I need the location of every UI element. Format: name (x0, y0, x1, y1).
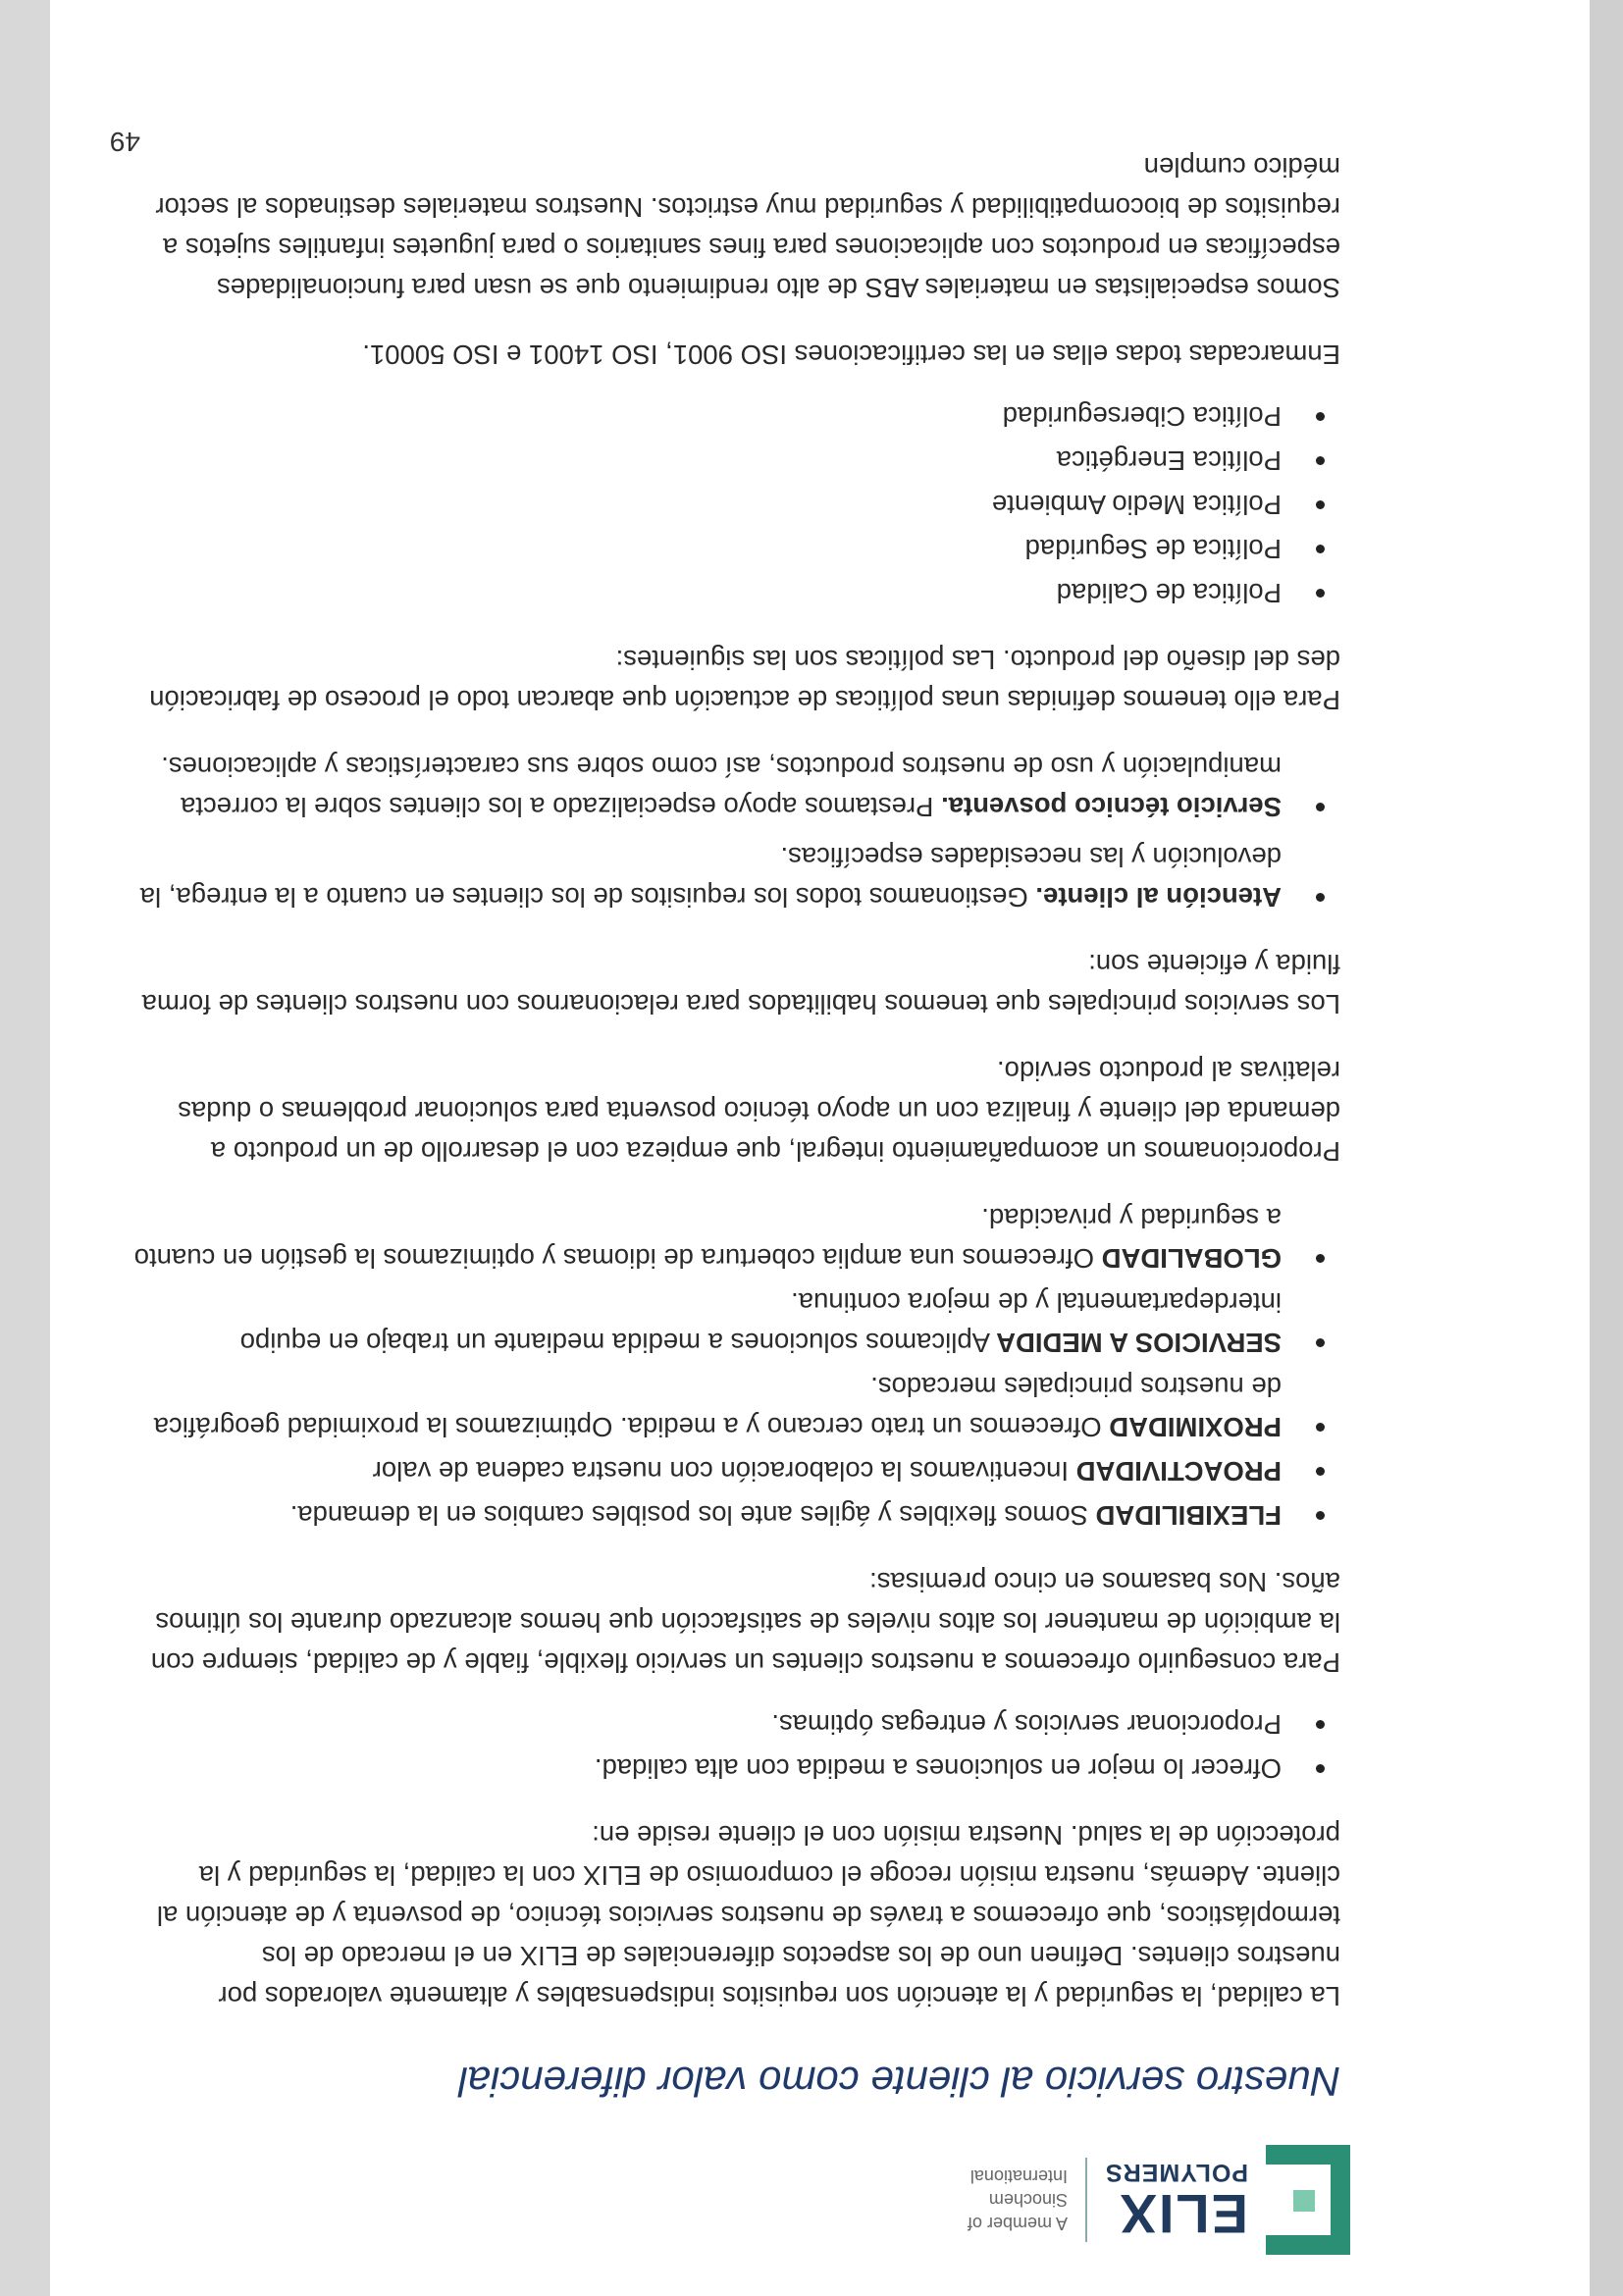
document-page (50, 0, 1623, 2296)
list-item: Política de Calidad (129, 573, 1282, 613)
policies-intro: Para ello tenemos definidas unas políticas de actuación que abarcan todo el proceso de fabricación des del diseño del producto. Las políticas son las siguientes: (149, 645, 1340, 715)
premise-term: PROXIMIDAD (1109, 1412, 1282, 1442)
premise-term: SERVICIOS A MEDIDA (996, 1328, 1282, 1358)
elix-logo-icon (1266, 2145, 1350, 2255)
premises-intro: Para conseguirlo ofrecemos a nuestros clientes un servicio flexible, fiable y de calidad, siempre con la ambición de mantener los altos niveles de satisfacción que hemos alcanzado durante los últimos años. Nos basamos en cinco premisas: (150, 1567, 1340, 1678)
logo-sub: POLYMERS (1104, 2159, 1248, 2187)
accompaniment-paragraph: Proporcionamos un acompañamiento integral, que empieza con el desarrollo de un producto a demanda del cliente y finaliza con un apoyo técnico posventa para solucionar problemas o dudas relativas al producto servido. (178, 1056, 1340, 1167)
policies-list (129, 396, 1340, 613)
premise-term: PROACTIVIDAD (1075, 1456, 1282, 1487)
list-item: Ofrecer lo mejor en soluciones a medida con alta calidad. (129, 1748, 1282, 1789)
intro-paragraph: La calidad, la seguridad y la atención son requisitos indispensables y altamente valorados por nuestros clientes. Definen uno de los aspectos diferenciales de ELIX en el mercado de los termoplásticos, que ofrecemos a través de nuestros servicios técnico, de posventa y de atención al cliente. Además, nuestra misión recoge el compromiso de ELIX con la calidad, la seguridad y la protección de la salud. Nuestra misión con el cliente reside en: (156, 1820, 1340, 2011)
certifications-paragraph: Enmarcadas todas ellas en las certificaciones ISO 9001, ISO 14001 e ISO 50001. (362, 339, 1340, 370)
page-number: 49 (109, 127, 140, 157)
services-list (129, 747, 1340, 917)
page-content (129, 121, 1340, 2016)
list-item (129, 1451, 1282, 1491)
logo-member-line: International (969, 2166, 1068, 2186)
logo-member-line: Sinochem (988, 2190, 1068, 2211)
premises-list (129, 1198, 1340, 1536)
list-item (129, 1198, 1282, 1278)
logo-member-line: A member of (967, 2214, 1068, 2234)
mission-list (129, 1704, 1340, 1789)
list-item (129, 1282, 1282, 1363)
list-item: Proporcionar servicios y entregas óptimas. (129, 1704, 1282, 1745)
list-item (129, 747, 1282, 827)
logo-name: ELIX (1118, 2183, 1248, 2246)
premise-text: Aplicamos soluciones a medida mediante un trabajo en equipo interdepartamental y de mejora continua. (239, 1287, 1282, 1358)
list-item: Política Ciberseguridad (129, 396, 1282, 437)
company-logo (968, 2145, 1350, 2255)
services-intro: Los servicios principales que tenemos habilitados para relacionarnos con nuestros clientes de forma fluida y eficiente son: (141, 949, 1340, 1019)
premise-text: Somos flexibles y ágiles ante los posibles cambios en la demanda. (289, 1500, 1096, 1531)
logo-divider (1085, 2158, 1087, 2242)
list-item: Política Energética (129, 441, 1282, 481)
list-item (129, 837, 1282, 917)
premise-text: Ofrecemos una amplia cobertura de idiomas y optimizamos la gestión en cuanto a seguridad y privacidad. (133, 1203, 1282, 1274)
scan-edge (1590, 0, 1623, 2296)
service-term: Servicio técnico posventa. (941, 792, 1282, 822)
logo-member-text (968, 2165, 1068, 2236)
service-text: Gestionamos todos los requisitos de los clientes en cuanto a la entrega, la devolución y las necesidades específicas. (139, 842, 1282, 913)
premise-text: Incentivamos la colaboración con nuestra cadena de valor (372, 1456, 1076, 1487)
service-text: Prestamos apoyo especializado a los clientes sobre la correcta manipulación y uso de nuestros productos, así como sobre sus características y aplicaciones. (161, 752, 1282, 822)
service-term: Atención al cliente. (1035, 882, 1282, 913)
premise-text: Ofrecemos un trato cercano y a medida. Optimizamos la proximidad geográfica de nuestros principales mercados. (153, 1372, 1282, 1442)
list-item: Política Medio Ambiente (129, 485, 1282, 525)
premise-term: GLOBALIDAD (1101, 1243, 1282, 1274)
list-item (129, 1367, 1282, 1447)
page-title: Nuestro servicio al cliente como valor diferencial (458, 2059, 1340, 2105)
premise-term: FLEXIBILIDAD (1095, 1500, 1282, 1531)
closing-paragraph: Somos especialistas en materiales ABS de alto rendimiento que se usan para funcionalidades específicas en productos con aplicaciones para fines sanitarios o para juguetes infantiles sujetos a requisitos de biocompatibilidad y seguridad muy estrictos. Nuestros materiales destinados al sector médico cumplen (155, 152, 1340, 303)
list-item: Política de Seguridad (129, 529, 1282, 569)
logo-wordmark (1104, 2159, 1248, 2246)
list-item (129, 1495, 1282, 1536)
